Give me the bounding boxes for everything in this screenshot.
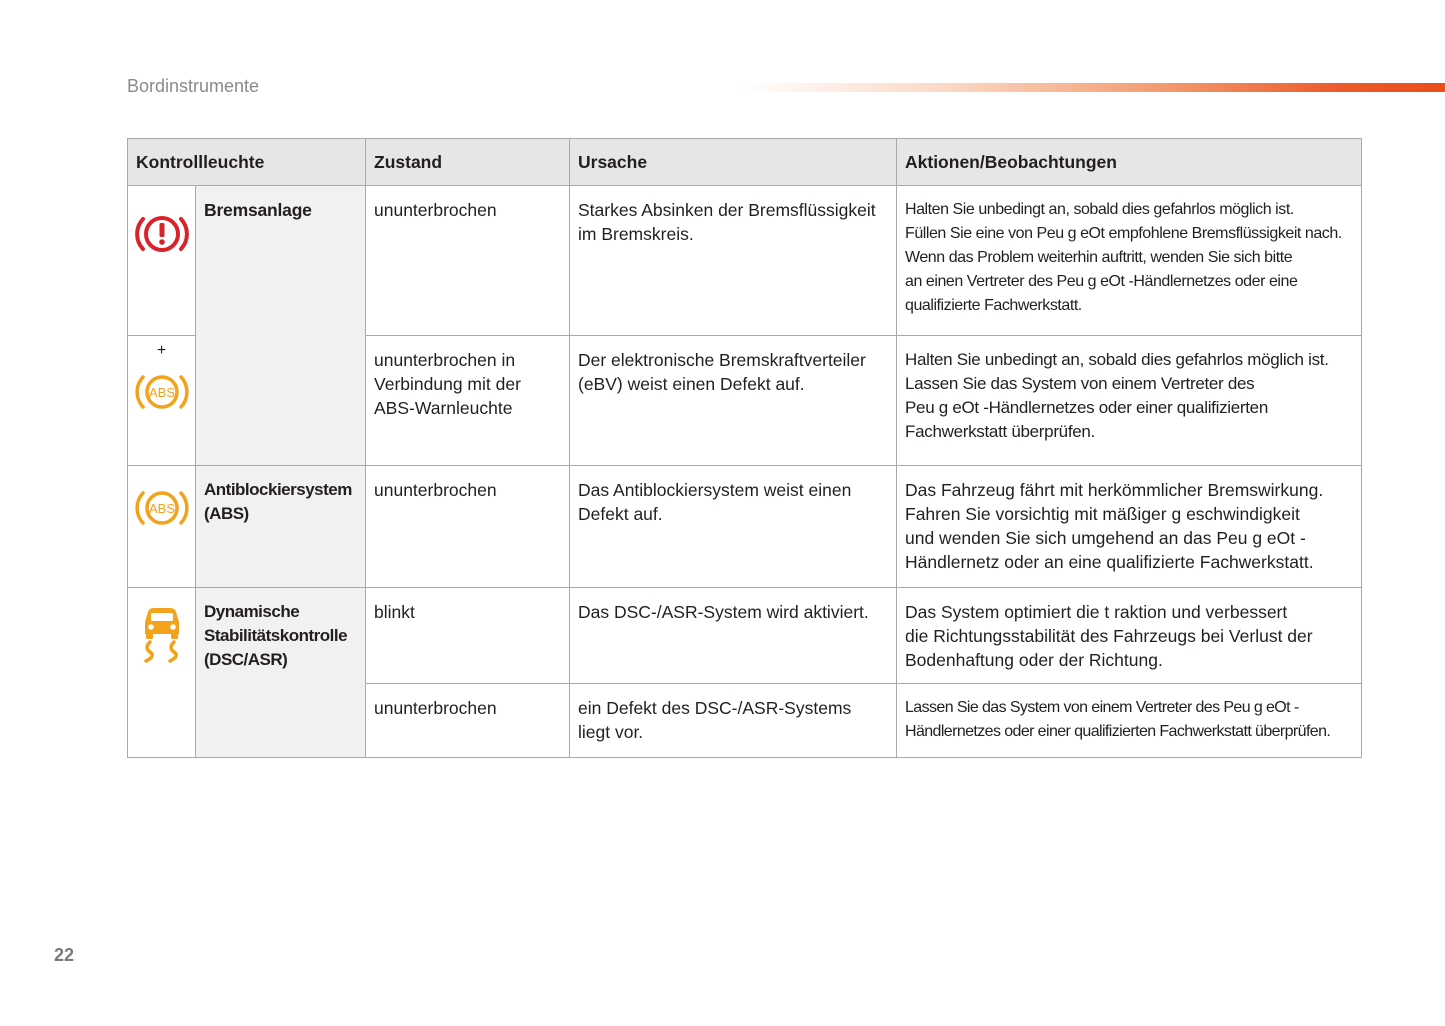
action-line: Füllen Sie eine von Peu g eOt empfohlene Bremsflüssigkeit nach. [905,225,1342,242]
action-line: Das Fahrzeug fährt mit herkömmlicher Bremswirkung. [905,480,1324,500]
abs-label: ABS [148,501,175,516]
group-name-brake: Bremsanlage [204,200,312,220]
icon-cell [128,336,196,466]
group-name-abs: Antiblockiersystem (ABS) [204,480,352,523]
icon-cell [128,186,196,336]
state-cell [366,684,570,758]
state-text: ununterbrochen [374,200,497,220]
action-line: Lassen Sie das System von einem Vertreter des [905,374,1255,393]
action-cell [897,684,1362,758]
cause-cell [570,684,897,758]
group-name-dsc: Dynamische Stabilitätskontrolle (DSC/ASR) [204,602,348,669]
action-cell [897,466,1362,588]
state-text: ununterbrochen in Verbindung mit der ABS-Warnleuchte [374,350,521,418]
action-line: Fahren Sie vorsichtig mit mäßiger g eschwindigkeit [905,504,1300,524]
action-line: Wenn das Problem weiterhin auftritt, wenden Sie sich bitte [905,249,1293,266]
state-cell [366,466,570,588]
action-cell [897,186,1362,336]
cause-text: Das DSC-/ASR-System wird aktiviert. [578,602,869,622]
action-text [897,466,1361,582]
table-row [128,588,1362,684]
column-header-actions: Aktionen/Beobachtungen [897,139,1362,186]
group-name-cell [196,186,366,466]
column-header-cause: Ursache [570,139,897,186]
cause-text: ein Defekt des DSC-/ASR-Systems liegt vor. [578,698,852,742]
action-line: Händlernetz oder an eine qualifizierte Fachwerkstatt. [905,552,1314,572]
action-text [897,588,1361,680]
cause-cell [570,336,897,466]
action-line: die Richtungsstabilität des Fahrzeugs bei Verlust der [905,626,1313,646]
abs-warning-icon [133,368,191,416]
action-cell [897,588,1362,684]
cause-text: Starkes Absinken der Bremsflüssigkeit im Bremskreis. [578,200,876,244]
warning-lights-table [127,138,1362,758]
action-line: qualifizierte Fachwerkstatt. [905,297,1082,314]
action-line: Lassen Sie das System von einem Vertreter des Peu g eOt - [905,699,1299,716]
section-title: Bordinstrumente [127,76,260,96]
icon-cell [128,466,196,588]
action-line: an einen Vertreter des Peu g eOt -Händlernetzes oder eine [905,273,1298,290]
action-line: Händlernetzes oder einer qualifizierten Fachwerkstatt überprüfen. [905,723,1331,740]
state-cell [366,336,570,466]
header-accent-bar [740,83,1445,92]
state-text: blinkt [374,602,415,622]
group-name-cell [196,588,366,758]
page-number: 22 [54,945,75,965]
group-name-cell [196,466,366,588]
cause-cell [570,186,897,336]
action-line: und wenden Sie sich umgehend an das Peu g eOt - [905,528,1306,548]
brake-warning-icon [133,210,191,258]
table-header-row [128,139,1362,186]
action-line: Bodenhaftung oder der Richtung. [905,650,1163,670]
cause-cell [570,588,897,684]
action-text [897,684,1361,752]
stability-control-icon [134,604,190,664]
action-line: Halten Sie unbedingt an, sobald dies gefahrlos möglich ist. [905,350,1329,369]
abs-warning-icon [133,484,191,532]
action-line: Halten Sie unbedingt an, sobald dies gefahrlos möglich ist. [905,201,1294,218]
state-cell [366,186,570,336]
state-text: ununterbrochen [374,480,497,500]
column-header-warning-light: Kontrollleuchte [128,139,366,186]
plus-sign: + [156,342,167,359]
table-row [128,186,1362,336]
table-row [128,466,1362,588]
icon-cell [128,588,196,758]
state-cell [366,588,570,684]
abs-label: ABS [148,385,175,400]
action-text [897,336,1361,452]
action-cell [897,336,1362,466]
state-text: ununterbrochen [374,698,497,718]
cause-text: Der elektronische Bremskraftverteiler (eBV) weist einen Defekt auf. [578,350,866,394]
action-line: Das System optimiert die t raktion und verbessert [905,602,1288,622]
action-line: Peu g eOt -Händlernetzes oder einer qualifizierten [905,398,1268,417]
cause-cell [570,466,897,588]
action-line: Fachwerkstatt überprüfen. [905,422,1095,441]
cause-text: Das Antiblockiersystem weist einen Defekt auf. [578,480,852,524]
action-text [897,186,1361,326]
column-header-state: Zustand [366,139,570,186]
